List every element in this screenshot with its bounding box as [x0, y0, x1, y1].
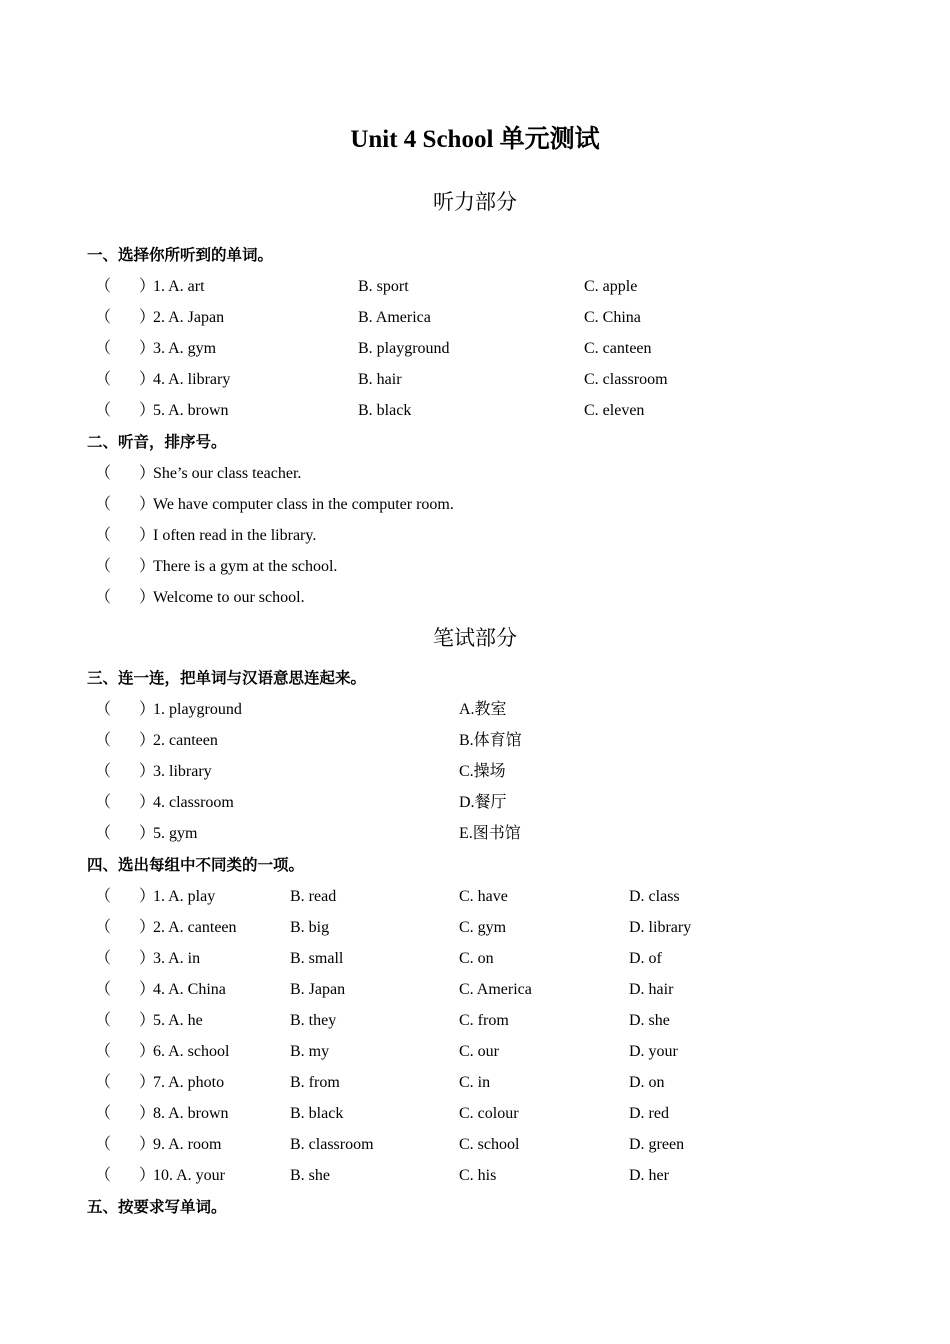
answer-paren-open[interactable]: （ — [95, 558, 112, 575]
option-c: C. colour — [459, 1105, 519, 1122]
question-text: 3. A. gym — [153, 340, 217, 357]
sentence-text: She’s our class teacher. — [153, 465, 302, 482]
option-b: B. hair — [358, 371, 402, 388]
option-c: C. America — [459, 981, 532, 998]
option-c: C. his — [459, 1167, 497, 1184]
word-text: 1. playground — [153, 701, 242, 718]
written-part-heading: 笔试部分 — [433, 626, 517, 650]
option-c: C. school — [459, 1136, 520, 1153]
question-text: 2. A. canteen — [153, 919, 237, 936]
answer-paren-close: ） — [139, 340, 156, 357]
list-item — [0, 698, 950, 722]
word-text: 3. library — [153, 763, 212, 780]
word-text: 5. gym — [153, 825, 198, 842]
answer-paren-open[interactable]: （ — [95, 527, 112, 544]
answer-paren-close: ） — [139, 1074, 156, 1091]
list-item — [0, 978, 950, 1002]
list-item — [0, 493, 950, 517]
meaning-text: B.体育馆 — [459, 732, 522, 749]
option-b: B. America — [358, 309, 431, 326]
option-d: D. your — [629, 1043, 678, 1060]
list-item — [0, 368, 950, 392]
option-b: B. playground — [358, 340, 450, 357]
list-item — [0, 1164, 950, 1188]
answer-paren-open[interactable]: （ — [95, 340, 112, 357]
option-c: C. on — [459, 950, 494, 967]
list-item — [0, 791, 950, 815]
answer-paren-open[interactable]: （ — [95, 1136, 112, 1153]
question-text: 7. A. photo — [153, 1074, 225, 1091]
answer-paren-close: ） — [139, 465, 156, 482]
list-item — [0, 1133, 950, 1157]
option-b: B. small — [290, 950, 344, 967]
answer-paren-close: ） — [139, 919, 156, 936]
section-1-heading: 一、选择你所听到的单词。 — [87, 246, 274, 264]
answer-paren-open[interactable]: （ — [95, 1105, 112, 1122]
section-3-heading: 三、连一连，把单词与汉语意思连起来。 — [87, 669, 367, 687]
answer-paren-close: ） — [139, 402, 156, 419]
question-text: 8. A. brown — [153, 1105, 229, 1122]
list-item — [0, 462, 950, 486]
option-d: D. on — [629, 1074, 665, 1091]
list-item — [0, 1040, 950, 1064]
list-item — [0, 586, 950, 610]
answer-paren-open[interactable]: （ — [95, 825, 112, 842]
list-item — [0, 822, 950, 846]
section-4-heading: 四、选出每组中不同类的一项。 — [87, 856, 305, 874]
option-b: B. black — [358, 402, 412, 419]
answer-paren-close: ） — [139, 1105, 156, 1122]
section-2-heading: 二、听音，排序号。 — [87, 433, 227, 451]
option-b: B. big — [290, 919, 330, 936]
option-c: C. in — [459, 1074, 491, 1091]
option-d: D. her — [629, 1167, 669, 1184]
list-item — [0, 1071, 950, 1095]
answer-paren-close: ） — [139, 888, 156, 905]
answer-paren-open[interactable]: （ — [95, 589, 112, 606]
meaning-text: C.操场 — [459, 763, 506, 780]
question-text: 5. A. brown — [153, 402, 229, 419]
option-b: B. from — [290, 1074, 340, 1091]
answer-paren-close: ） — [139, 371, 156, 388]
option-c: C. China — [584, 309, 641, 326]
page-title: Unit 4 School 单元测试 — [350, 126, 600, 153]
question-text: 4. A. library — [153, 371, 231, 388]
option-b: B. they — [290, 1012, 337, 1029]
answer-paren-open[interactable]: （ — [95, 919, 112, 936]
answer-paren-close: ） — [139, 589, 156, 606]
list-item — [0, 760, 950, 784]
answer-paren-close: ） — [139, 763, 156, 780]
answer-paren-open[interactable]: （ — [95, 950, 112, 967]
option-d: D. class — [629, 888, 680, 905]
answer-paren-open[interactable]: （ — [95, 1012, 112, 1029]
option-b: B. read — [290, 888, 337, 905]
option-d: D. hair — [629, 981, 674, 998]
answer-paren-open[interactable]: （ — [95, 1074, 112, 1091]
answer-paren-close: ） — [139, 794, 156, 811]
answer-paren-close: ） — [139, 950, 156, 967]
question-text: 6. A. school — [153, 1043, 230, 1060]
answer-paren-close: ） — [139, 527, 156, 544]
question-text: 5. A. he — [153, 1012, 203, 1029]
answer-paren-open[interactable]: （ — [95, 371, 112, 388]
option-c: C. canteen — [584, 340, 652, 357]
list-item — [0, 729, 950, 753]
option-d: D. red — [629, 1105, 669, 1122]
answer-paren-open[interactable]: （ — [95, 732, 112, 749]
question-text: 1. A. play — [153, 888, 216, 905]
answer-paren-close: ） — [139, 309, 156, 326]
option-c: C. from — [459, 1012, 509, 1029]
option-b: B. sport — [358, 278, 409, 295]
question-text: 3. A. in — [153, 950, 201, 967]
option-d: D. library — [629, 919, 692, 936]
answer-paren-close: ） — [139, 701, 156, 718]
option-d: D. of — [629, 950, 662, 967]
answer-paren-open[interactable]: （ — [95, 1043, 112, 1060]
answer-paren-open[interactable]: （ — [95, 402, 112, 419]
answer-paren-close: ） — [139, 1012, 156, 1029]
answer-paren-open[interactable]: （ — [95, 465, 112, 482]
listening-part-heading: 听力部分 — [433, 190, 517, 214]
section-5-heading: 五、按要求写单词。 — [87, 1198, 227, 1216]
word-text: 4. classroom — [153, 794, 234, 811]
option-b: B. Japan — [290, 981, 346, 998]
question-text: 1. A. art — [153, 278, 205, 295]
meaning-text: E.图书馆 — [459, 825, 521, 842]
option-c: C. our — [459, 1043, 499, 1060]
option-d: D. green — [629, 1136, 685, 1153]
list-item — [0, 275, 950, 299]
option-c: C. have — [459, 888, 508, 905]
sentence-text: We have computer class in the computer room. — [153, 496, 454, 513]
answer-paren-close: ） — [139, 496, 156, 513]
list-item — [0, 306, 950, 330]
meaning-text: A.教室 — [459, 701, 507, 718]
answer-paren-close: ） — [139, 1167, 156, 1184]
option-b: B. classroom — [290, 1136, 374, 1153]
answer-paren-close: ） — [139, 1043, 156, 1060]
option-c: C. gym — [459, 919, 507, 936]
list-item — [0, 555, 950, 579]
answer-paren-open[interactable]: （ — [95, 309, 112, 326]
list-item — [0, 1102, 950, 1126]
answer-paren-close: ） — [139, 732, 156, 749]
option-d: D. she — [629, 1012, 670, 1029]
list-item — [0, 916, 950, 940]
answer-paren-close: ） — [139, 278, 156, 295]
question-text: 4. A. China — [153, 981, 226, 998]
answer-paren-close: ） — [139, 558, 156, 575]
answer-paren-close: ） — [139, 981, 156, 998]
option-b: B. my — [290, 1043, 330, 1060]
option-c: C. classroom — [584, 371, 668, 388]
answer-paren-open[interactable]: （ — [95, 794, 112, 811]
answer-paren-open[interactable]: （ — [95, 888, 112, 905]
answer-paren-close: ） — [139, 825, 156, 842]
answer-paren-open[interactable]: （ — [95, 278, 112, 295]
question-text: 2. A. Japan — [153, 309, 225, 326]
sentence-text: I often read in the library. — [153, 527, 317, 544]
list-item — [0, 1009, 950, 1033]
list-item — [0, 885, 950, 909]
sentence-text: Welcome to our school. — [153, 589, 305, 606]
answer-paren-open[interactable]: （ — [95, 763, 112, 780]
list-item — [0, 524, 950, 548]
answer-paren-open[interactable]: （ — [95, 496, 112, 513]
answer-paren-open[interactable]: （ — [95, 1167, 112, 1184]
answer-paren-open[interactable]: （ — [95, 701, 112, 718]
list-item — [0, 337, 950, 361]
sentence-text: There is a gym at the school. — [153, 558, 338, 575]
option-b: B. black — [290, 1105, 344, 1122]
answer-paren-close: ） — [139, 1136, 156, 1153]
list-item — [0, 399, 950, 423]
list-item — [0, 947, 950, 971]
question-text: 10. A. your — [153, 1167, 225, 1184]
meaning-text: D.餐厅 — [459, 794, 507, 811]
option-b: B. she — [290, 1167, 330, 1184]
word-text: 2. canteen — [153, 732, 218, 749]
option-c: C. apple — [584, 278, 638, 295]
answer-paren-open[interactable]: （ — [95, 981, 112, 998]
question-text: 9. A. room — [153, 1136, 222, 1153]
option-c: C. eleven — [584, 402, 645, 419]
